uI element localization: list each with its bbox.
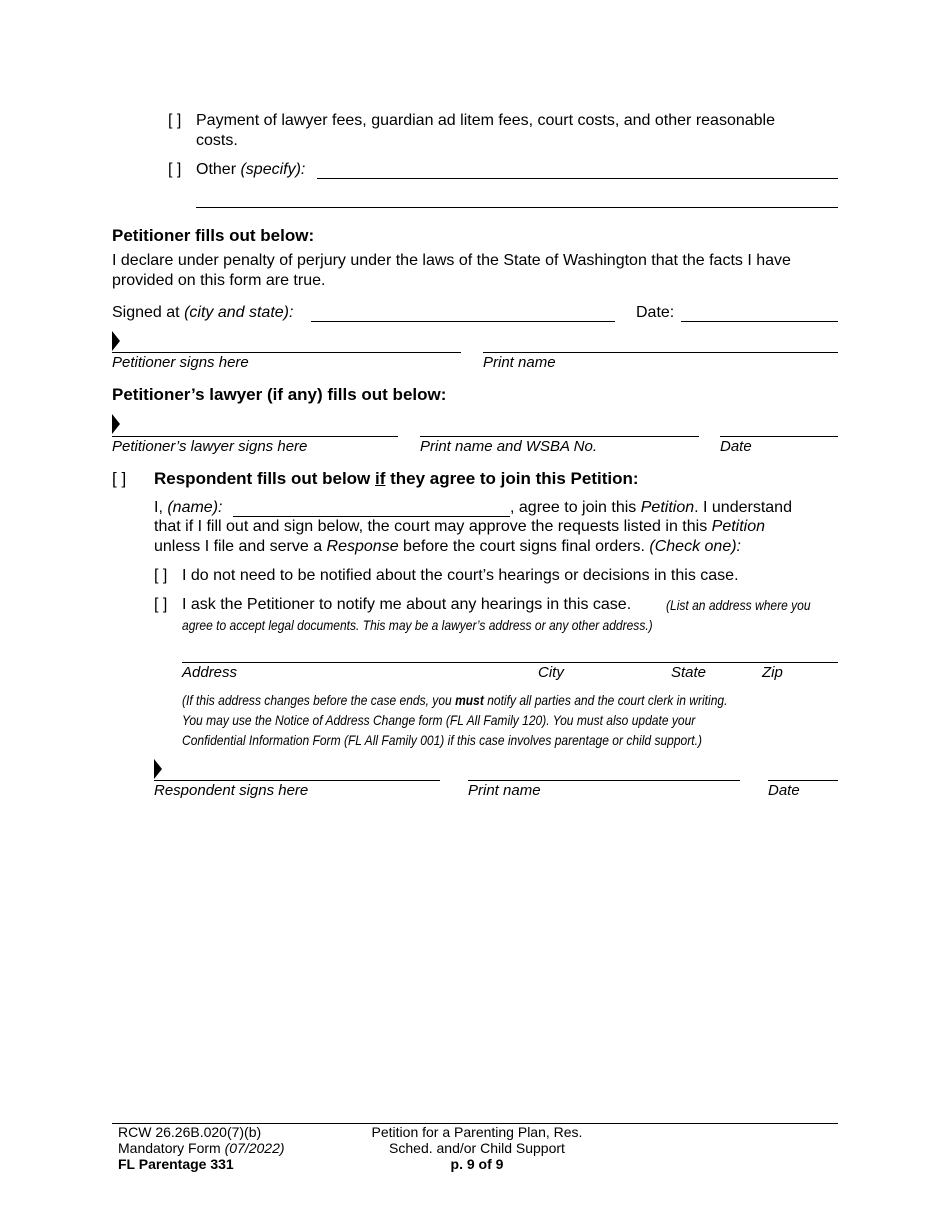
lawyer-heading: Petitioner’s lawyer (if any) fills out below:: [112, 385, 447, 404]
lawyer-signs-here-label: Petitioner’s lawyer signs here: [112, 438, 308, 455]
footer-mandatory: Mandatory Form (07/2022): [118, 1140, 285, 1156]
respondent-signature-line[interactable]: [154, 780, 440, 781]
lawyer-print-name-label: Print name and WSBA No.: [420, 438, 598, 455]
petitioner-declaration-line1: I declare under penalty of perjury under the laws of the State of Washington that the facts I have: [112, 252, 791, 269]
petitioner-date-label: Date:: [636, 304, 675, 321]
zip-label: Zip: [762, 664, 783, 681]
respondent-intro-start: I, (name):: [154, 499, 223, 516]
footer-title-1: Petition for a Parenting Plan, Res.: [371, 1124, 583, 1140]
notify-option-text: I ask the Petitioner to notify me about any hearings in this case.: [182, 596, 632, 613]
petitioner-signs-here-label: Petitioner signs here: [112, 354, 249, 371]
footer-rcw: RCW 26.26B.020(7)(b): [118, 1124, 262, 1140]
petitioner-heading: Petitioner fills out below:: [112, 226, 315, 245]
lawyer-print-name-line[interactable]: [420, 436, 699, 437]
petitioner-print-name-label: Print name: [483, 354, 556, 371]
petitioner-declaration-line2: provided on this form are true.: [112, 272, 326, 289]
petitioner-date-line[interactable]: [681, 321, 838, 322]
lawyer-date-label: Date: [720, 438, 752, 455]
notify-checkbox[interactable]: [ ]: [154, 596, 168, 613]
fees-option-text-cont: costs.: [196, 132, 238, 149]
respondent-date-line[interactable]: [768, 780, 838, 781]
other-option-label: Other (specify):: [196, 161, 306, 178]
respondent-date-label: Date: [768, 782, 800, 799]
respondent-signs-here-label: Respondent signs here: [154, 782, 309, 799]
respondent-print-name-line[interactable]: [468, 780, 740, 781]
respondent-checkbox[interactable]: [ ]: [112, 469, 127, 488]
address-change-notice-1: (If this address changes before the case ends, you must notify all parties and the court clerk in writing.: [182, 692, 728, 708]
other-checkbox[interactable]: [ ]: [168, 161, 182, 178]
notify-option-hint-cont: agree to accept legal documents. This may be a lawyer’s address or any other address.): [182, 617, 653, 633]
petitioner-signature-line[interactable]: [112, 352, 461, 353]
lawyer-date-line[interactable]: [720, 436, 838, 437]
address-change-notice-3: Confidential Information Form (FL All Family 001) if this case involves parentage or child support.): [182, 732, 702, 748]
other-specify-line-1[interactable]: [317, 178, 838, 179]
fees-option-text: Payment of lawyer fees, guardian ad litem fees, court costs, and other reasonable: [196, 112, 775, 129]
signed-at-line[interactable]: [311, 321, 615, 322]
respondent-intro-end: , agree to join this Petition. I understand: [510, 499, 792, 516]
respondent-intro-line3: unless I file and serve a Response before the court signs final orders. (Check one):: [154, 538, 741, 555]
lawyer-signature-line[interactable]: [112, 436, 398, 437]
footer-page-number: p. 9 of 9: [450, 1156, 504, 1172]
notify-option-hint: (List an address where you: [666, 597, 811, 613]
respondent-heading: Respondent fills out below if they agree to join this Petition:: [154, 469, 639, 488]
signed-at-label: Signed at (city and state):: [112, 304, 294, 321]
no-notify-option-text: I do not need to be notified about the court’s hearings or decisions in this case.: [182, 567, 739, 584]
respondent-intro-line2: that if I fill out and sign below, the court may approve the requests listed in this Petition: [154, 518, 766, 535]
footer-title-2: Sched. and/or Child Support: [389, 1140, 565, 1156]
petitioner-print-name-line[interactable]: [483, 352, 838, 353]
city-label: City: [538, 664, 564, 681]
state-label: State: [671, 664, 707, 681]
address-change-notice-2: You may use the Notice of Address Change form (FL All Family 120). You must also update your: [182, 712, 696, 728]
footer-form-id: FL Parentage 331: [118, 1156, 234, 1172]
other-specify-line-2[interactable]: [196, 207, 838, 208]
respondent-print-name-label: Print name: [468, 782, 541, 799]
respondent-name-line[interactable]: [233, 516, 510, 517]
fees-checkbox[interactable]: [ ]: [168, 112, 182, 129]
sign-arrow-icon: [112, 331, 120, 351]
no-notify-checkbox[interactable]: [ ]: [154, 567, 168, 584]
sign-arrow-icon: [154, 759, 162, 779]
address-line[interactable]: [182, 662, 838, 663]
sign-arrow-icon: [112, 414, 120, 434]
address-label: Address: [182, 664, 238, 681]
